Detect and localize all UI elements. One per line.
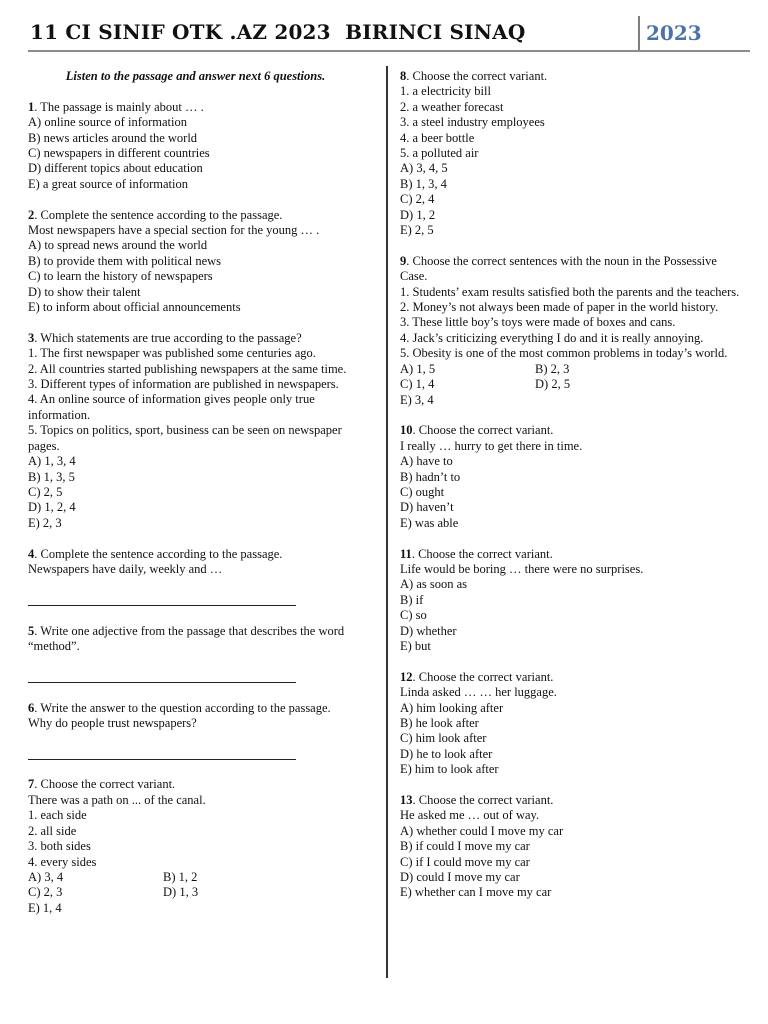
answer-blank[interactable]: [28, 593, 363, 608]
question-10: [400, 423, 745, 531]
option-d: D) 2, 5: [535, 377, 571, 392]
question-text: . Choose the correct variant.: [411, 546, 553, 561]
question-11-prompt: [400, 547, 745, 562]
question-stem: He asked me … out of way.: [400, 808, 540, 823]
question-stem: Life would be boring … there were no surprises.: [400, 561, 644, 576]
item-4: 4. Jack’s criticizing everything I do and it is really annoying.: [400, 330, 704, 345]
question-text: . Write one adjective from the passage that describes the word “method”.: [28, 623, 345, 653]
option-b: B) 1, 3, 5: [28, 469, 75, 484]
question-text: . Complete the sentence according to the passage.: [34, 207, 283, 222]
header-rule: [28, 50, 750, 52]
question-text: . Choose the correct variant.: [412, 423, 554, 438]
option-c: C) 1, 4: [400, 377, 435, 392]
option-a: A) 1, 5: [400, 361, 436, 376]
option-b: B) 1, 2: [163, 869, 198, 884]
question-text: . Choose the correct variant.: [406, 69, 548, 83]
item-3: 3. both sides: [28, 839, 91, 854]
question-text: . Write the answer to the question according to the passage.: [34, 700, 331, 715]
option-b: B) 2, 3: [535, 361, 570, 376]
option-c: C) 2, 4: [400, 192, 435, 207]
option-c: C) to learn the history of newspapers: [28, 269, 213, 284]
answer-blank[interactable]: [28, 747, 363, 762]
option-e: E) 3, 4: [400, 392, 434, 407]
option-e: E) 1, 4: [28, 900, 62, 915]
question-7-prompt: [28, 777, 363, 792]
question-10-prompt: [400, 423, 745, 438]
option-c: C) if I could move my car: [400, 854, 530, 869]
option-a: A) 1, 3, 4: [28, 454, 76, 469]
option-b: B) news articles around the world: [28, 130, 198, 145]
option-c: C) newspapers in different countries: [28, 146, 210, 161]
option-a: A) 3, 4: [28, 869, 64, 884]
question-number: 5: [28, 623, 35, 638]
statement-1: 1. The first newspaper was published some centuries ago.: [28, 346, 316, 361]
statement-2: 2. All countries started publishing newspapers at the same time.: [28, 361, 347, 376]
option-b: B) hadn’t to: [400, 469, 461, 484]
question-number: 7: [28, 777, 35, 792]
option-e: E) whether can I move my car: [400, 885, 552, 900]
question-number: 4: [28, 546, 35, 561]
question-number: 11: [400, 546, 412, 561]
option-d: D) could I move my car: [400, 870, 520, 885]
question-13-prompt: [400, 793, 745, 808]
question-number: 3: [28, 330, 35, 345]
option-a: A) whether could I move my car: [400, 823, 564, 838]
statement-3: 3. Different types of information are published in newspapers.: [28, 377, 339, 392]
question-number: 12: [400, 669, 413, 684]
options-grid: [28, 870, 363, 916]
question-6-prompt: [28, 701, 363, 716]
option-e: E) to inform about official announcements: [28, 300, 241, 315]
question-11: [400, 547, 745, 655]
question-number: 10: [400, 423, 413, 438]
option-e: E) a great source of information: [28, 176, 189, 191]
option-d: D) 1, 2: [400, 207, 436, 222]
question-stem: Why do people trust newspapers?: [28, 715, 197, 730]
question-number: 9: [400, 253, 407, 268]
option-b: B) 1, 3, 4: [400, 176, 447, 191]
option-a: A) online source of information: [28, 115, 187, 130]
option-e: E) 2, 3: [28, 515, 62, 530]
option-a: A) 3, 4, 5: [400, 161, 448, 176]
question-8-prompt: [400, 69, 745, 84]
option-c: C) him look after: [400, 731, 487, 746]
question-2-prompt: [28, 208, 363, 223]
question-6: [28, 701, 363, 763]
option-c: C) so: [400, 608, 427, 623]
right-column: [400, 69, 745, 901]
option-b: B) if could I move my car: [400, 839, 530, 854]
item-2: 2. all side: [28, 823, 77, 838]
question-stem: There was a path on ... of the canal.: [28, 792, 206, 807]
page-title: 11 CI SINIF OTK .AZ 2023 BIRINCI SINAQ: [30, 20, 526, 44]
question-number: 1: [28, 99, 35, 114]
statement-5: 5. Topics on politics, sport, business can be seen on newspaper pages.: [28, 423, 342, 453]
item-4: 4. a beer bottle: [400, 130, 475, 145]
option-c: C) ought: [400, 484, 445, 499]
item-5: 5. Obesity is one of the most common problems in today’s world.: [400, 346, 728, 361]
header-year: 2023: [646, 21, 702, 45]
options-grid: [400, 362, 745, 408]
question-7: [28, 777, 363, 916]
question-number: 2: [28, 207, 35, 222]
question-12-prompt: [400, 670, 745, 685]
item-1: 1. each side: [28, 808, 87, 823]
option-d: D) 1, 2, 4: [28, 500, 76, 515]
item-2: 2. a weather forecast: [400, 99, 504, 114]
question-5: [28, 624, 363, 686]
option-e: E) 2, 5: [400, 223, 434, 238]
question-stem: I really … hurry to get there in time.: [400, 438, 583, 453]
question-2: [28, 208, 363, 316]
option-e: E) him to look after: [400, 762, 499, 777]
section-intro: Listen to the passage and answer next 6 questions.: [65, 69, 326, 83]
question-1-prompt: [28, 100, 363, 115]
option-b: B) to provide them with political news: [28, 253, 222, 268]
question-4: [28, 547, 363, 609]
item-1: 1. Students’ exam results satisfied both the parents and the teachers.: [400, 284, 740, 299]
question-number: 6: [28, 700, 35, 715]
question-13: [400, 793, 745, 901]
question-stem: Newspapers have daily, weekly and …: [28, 561, 223, 576]
option-d: D) 1, 3: [163, 885, 199, 900]
option-d: D) he to look after: [400, 746, 493, 761]
item-3: 3. a steel industry employees: [400, 115, 545, 130]
question-text: . Which statements are true according to the passage?: [34, 330, 302, 345]
option-c: C) 2, 3: [28, 885, 63, 900]
item-5: 5. a polluted air: [400, 146, 479, 161]
question-text: . Choose the correct variant.: [412, 669, 554, 684]
option-e: E) was able: [400, 515, 459, 530]
option-c: C) 2, 5: [28, 484, 63, 499]
item-2: 2. Money’s not always been made of paper in the world history.: [400, 300, 719, 315]
option-a: A) have to: [400, 454, 453, 469]
answer-blank[interactable]: [28, 670, 363, 685]
header-divider: [638, 16, 640, 52]
question-text: . Complete the sentence according to the passage.: [34, 546, 283, 561]
question-stem: Linda asked … … her luggage.: [400, 685, 557, 700]
option-b: B) if: [400, 592, 424, 607]
option-e: E) but: [400, 638, 431, 653]
question-text: . Choose the correct sentences with the noun in the Possessive Case.: [400, 253, 717, 284]
statement-4: 4. An online source of information gives people only true information.: [28, 392, 315, 422]
question-9-prompt: [400, 254, 745, 285]
item-1: 1. a electricity bill: [400, 84, 491, 99]
question-8: [400, 69, 745, 238]
option-b: B) he look after: [400, 716, 479, 730]
item-3: 3. These little boy’s toys were made of boxes and cans.: [400, 315, 676, 330]
question-text: . Choose the correct variant.: [34, 777, 176, 792]
question-5-prompt: [28, 624, 363, 655]
column-divider: [386, 66, 388, 978]
option-a: A) to spread news around the world: [28, 238, 208, 253]
option-d: D) whether: [400, 623, 457, 638]
option-a: A) him looking after: [400, 700, 504, 715]
option-a: A) as soon as: [400, 577, 468, 592]
question-number: 8: [400, 69, 407, 83]
question-4-prompt: [28, 547, 363, 562]
page-header: [0, 0, 768, 56]
question-text: . The passage is mainly about … .: [34, 99, 204, 114]
question-1: [28, 100, 363, 192]
option-d: D) to show their talent: [28, 284, 141, 299]
option-d: D) haven’t: [400, 500, 454, 515]
left-column: [28, 69, 363, 916]
question-stem: Most newspapers have a special section for the young … .: [28, 223, 320, 238]
option-d: D) different topics about education: [28, 161, 203, 176]
question-number: 13: [400, 793, 413, 808]
question-3-prompt: [28, 331, 363, 346]
question-9: [400, 254, 745, 408]
question-12: [400, 670, 745, 778]
question-3: [28, 331, 363, 531]
question-text: . Choose the correct variant.: [412, 793, 554, 808]
item-4: 4. every sides: [28, 854, 97, 869]
